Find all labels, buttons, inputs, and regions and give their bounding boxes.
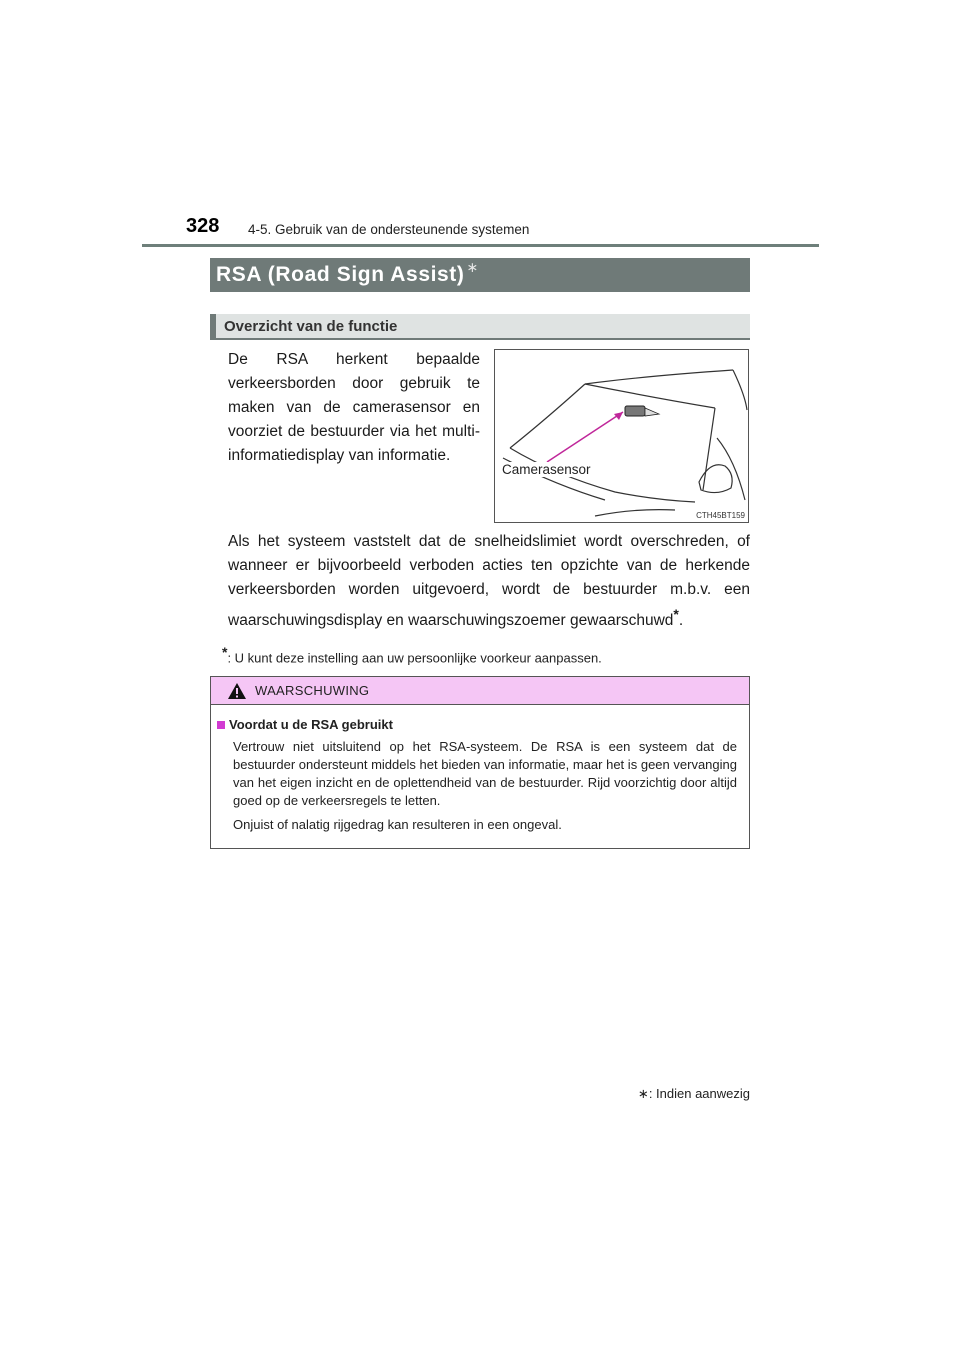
- warning-item-title-text: Voordat u de RSA gebruikt: [229, 717, 393, 732]
- camera-sensor-label: Camerasensor: [502, 462, 591, 477]
- section-banner: [210, 258, 750, 292]
- footnote: [222, 644, 602, 665]
- warning-item-title: [217, 717, 737, 732]
- warning-text-2: Onjuist of nalatig rijgedrag kan resulteren in een ongeval.: [233, 817, 562, 832]
- camera-sensor-figure: [494, 349, 749, 523]
- a-pillar: [703, 408, 715, 490]
- warning-header: [211, 677, 749, 705]
- warning-triangle-icon: [227, 682, 247, 700]
- warning-body: [211, 705, 749, 834]
- paragraph-end: .: [678, 612, 684, 630]
- subsection-banner: [210, 314, 750, 340]
- chapter-title: 4-5. Gebruik van de ondersteunende systemen: [248, 222, 530, 237]
- pointer-line: [547, 412, 623, 462]
- section-title: RSA (Road Sign Assist): [216, 263, 465, 286]
- mirror-outline: [699, 465, 732, 493]
- availability-note-text: : Indien aanwezig: [648, 1086, 750, 1101]
- bullet-square-icon: [217, 721, 225, 729]
- warning-text-1: Vertrouw niet uitsluitend op het RSA-systeem. De RSA is een systeem dat de bestuurder ondersteunt middels het bieden van informatie, maar het is geen vervanging van het eigen inzicht en de oplettendheid van de bestuurder. Rijd voorzichtig door altijd goed op de verkeersregels te letten.: [233, 739, 737, 808]
- subsection-title: Overzicht van de functie: [224, 317, 398, 335]
- availability-note: [638, 1086, 750, 1102]
- availability-note-mark: ∗: [637, 1086, 649, 1101]
- door-line: [717, 438, 745, 500]
- camera-sensor-unit: [625, 406, 659, 416]
- figure-code: CTH45BT159: [696, 511, 745, 520]
- roof-line: [585, 370, 733, 384]
- footnote-mark: *: [222, 644, 228, 660]
- footnote-text: : U kunt deze instelling aan uw persoonlijke voorkeur aanpassen.: [227, 650, 602, 666]
- hood-line: [595, 510, 675, 516]
- windshield-illustration: [495, 350, 748, 522]
- paragraph-text: Als het systeem vaststelt dat de snelheidslimiet wordt overschreden, of wanneer er bijvoorbeeld verboden acties ten opzichte van de herkende verkeersborden worden uitgevoerd, wordt de bestuurder m.b.v. een waarschuwingsdisplay en waarschuwingszoemer gewaarschuwd: [228, 533, 750, 630]
- warning-heading: WAARSCHUWING: [255, 683, 370, 698]
- a-pillar-outer: [733, 370, 747, 410]
- windshield-top-edge: [585, 384, 715, 408]
- warning-description: [228, 530, 750, 633]
- footnote-reference: *: [673, 606, 679, 622]
- pointer-arrowhead: [614, 412, 623, 420]
- windshield-left-edge: [510, 384, 585, 448]
- section-availability-mark: ∗: [466, 258, 479, 275]
- intro-text: De RSA herkent bepaalde verkeersborden door gebruik te maken van de camerasensor en voorziet de bestuurder via het multi-informatiedisplay van informatie.: [228, 351, 480, 464]
- header-rule: [142, 244, 819, 247]
- warning-box: [210, 676, 750, 849]
- page-number: 328: [186, 215, 220, 237]
